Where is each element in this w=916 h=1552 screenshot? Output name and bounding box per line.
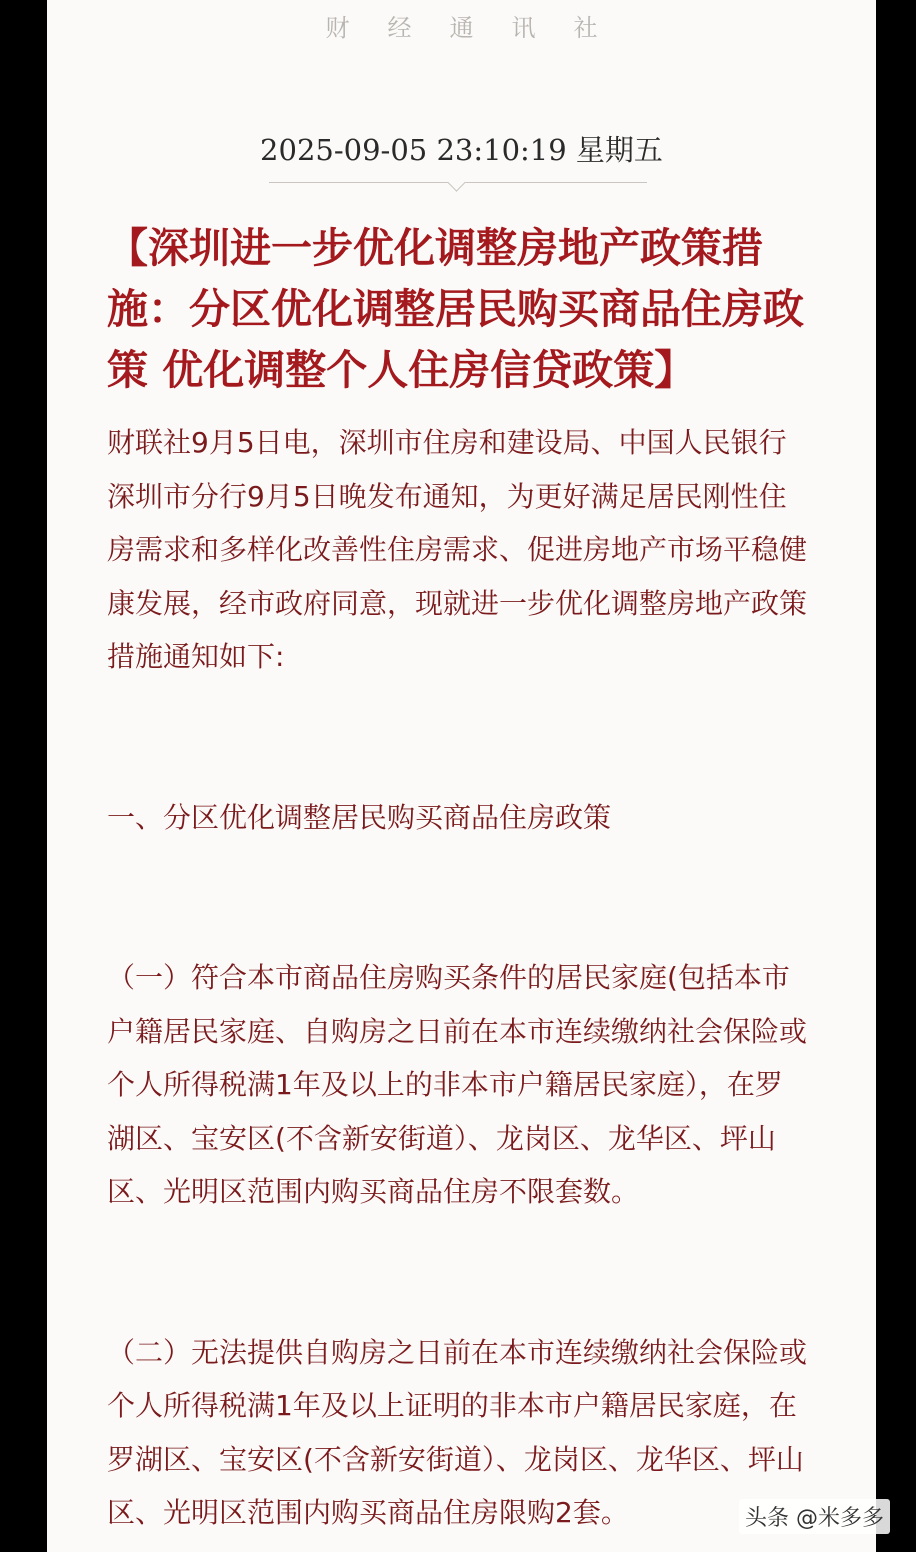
intro-paragraph: 财联社9月5日电，深圳市住房和建设局、中国人民银行深圳市分行9月5日晚发布通知，为更好满足居民刚性住房需求和多样化改善性住房需求、促进房地产市场平稳健康发展，经市政府同意，现就进一步优化调整房地产政策措施通知如下: [107,426,808,673]
item-one-paragraph: （一）符合本市商品住房购买条件的居民家庭(包括本市户籍居民家庭、自购房之日前在本市连续缴纳社会保险或个人所得税满1年及以上的非本市户籍居民家庭），在罗湖区、宝安区(不含新安街道）、龙岗区、龙华区、坪山区、光明区范围内购买商品住房不限套数。 [107,961,808,1208]
paragraph-gap [107,844,807,951]
publish-datetime: 2025-09-05 23:10:19 星期五 [260,133,663,167]
section-heading: 一、分区优化调整居民购买商品住房政策 [107,800,612,834]
masthead: 财经通讯社 [325,14,636,42]
item-two-paragraph: （二）无法提供自购房之日前在本市连续缴纳社会保险或个人所得税满1年及以上证明的非本市户籍居民家庭，在罗湖区、宝安区(不含新安街道）、龙岗区、龙华区、坪山区、光明区范围内购买商品住房限购2套。 [107,1335,808,1529]
article-page [47,0,876,1552]
paragraph-gap [107,684,807,791]
headline: 【深圳进一步优化调整房地产政策措施：分区优化调整居民购买商品住房政策 优化调整个人住房信贷政策】 [107,224,804,394]
paragraph-gap [107,1219,807,1326]
source-watermark: 头条 @米多多 [739,1499,890,1534]
divider-notch [447,173,465,191]
article-body [107,416,807,1540]
